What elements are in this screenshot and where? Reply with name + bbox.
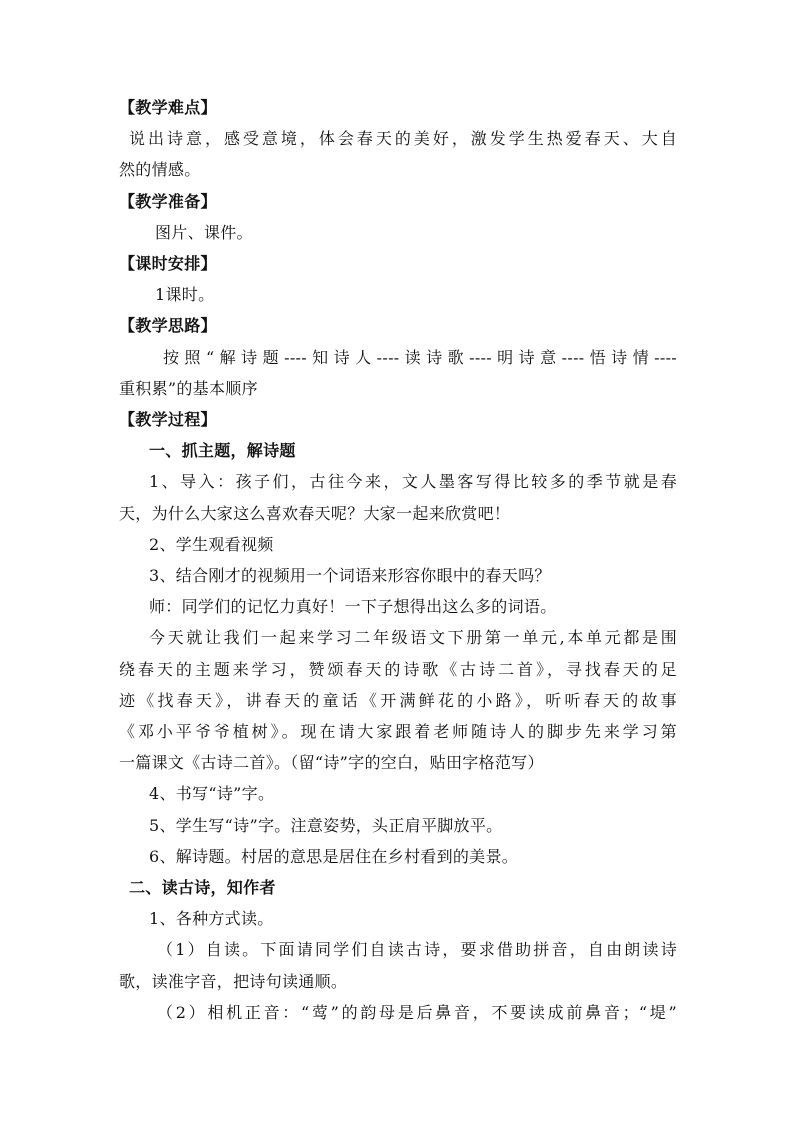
paragraph-line: 今天就让我们一起来学习二年级语文下册第一单元,本单元都是围 — [149, 628, 677, 648]
document-page — [119, 92, 677, 1028]
paragraph-line: 1、各种方式读。 — [149, 909, 274, 929]
paragraph-line: 说出诗意，感受意境，体会春天的美好，激发学生热爱春天、大自 — [129, 129, 677, 149]
paragraph-line: 《邓小平爷爷植树》。现在请大家跟着老师随诗人的脚步先来学习第 — [119, 722, 677, 742]
paragraph-line: 按照“解诗题----知诗人----读诗歌----明诗意----悟诗情---- — [163, 347, 677, 367]
subsection-heading: 二、读古诗，知作者 — [129, 878, 276, 898]
paragraph-line: （1）自读。下面请同学们自读古诗，要求借助拼音，自由朗读诗 — [157, 940, 677, 960]
section-heading-difficulty: 【教学难点】 — [119, 98, 217, 117]
paragraph-line: 2、学生观看视频 — [149, 534, 274, 554]
paragraph-line: 绕春天的主题来学习，赞颂春天的诗歌《古诗二首》，寻找春天的足 — [119, 659, 677, 679]
paragraph-line: 一篇课文《古诗二首》。（留“诗”字的空白，贴田字格范写） — [119, 753, 544, 773]
paragraph-line: 天，为什么大家这么喜欢春天呢？大家一起来欣赏吧！ — [119, 503, 511, 523]
paragraph-line: 1课时。 — [155, 285, 215, 305]
paragraph-line: 师：同学们的记忆力真好！一下子想得出这么多的词语。 — [149, 597, 557, 617]
paragraph-line: 重积累”的基本顺序 — [119, 378, 258, 398]
section-heading-process: 【教学过程】 — [119, 410, 217, 430]
paragraph-line: 4、书写“诗”字。 — [149, 784, 275, 804]
subsection-heading: 一、抓主题，解诗题 — [149, 441, 296, 461]
section-heading-preparation: 【教学准备】 — [119, 191, 217, 211]
paragraph-line: 然的情感。 — [119, 160, 201, 180]
paragraph-line: 图片、课件。 — [155, 222, 253, 242]
section-heading-approach: 【教学思路】 — [119, 316, 217, 336]
paragraph-line: 3、结合刚才的视频用一个词语来形容你眼中的春天吗？ — [149, 566, 551, 586]
paragraph-line: 歌，读准字音，把诗句读通顺。 — [119, 971, 348, 991]
section-heading-schedule: 【课时安排】 — [119, 254, 217, 274]
paragraph-line: 5、学生写“诗”字。注意姿势，头正肩平脚放平。 — [149, 815, 503, 835]
paragraph-line: （2）相机正音：“莺”的韵母是后鼻音，不要读成前鼻音；“堤” — [157, 1002, 677, 1022]
paragraph-line: 迹《找春天》，讲春天的童话《开满鲜花的小路》，听听春天的故事 — [119, 690, 677, 710]
paragraph-line: 6、解诗题。村居的意思是居住在乡村看到的美景。 — [149, 846, 519, 866]
paragraph-line: 1、导入：孩子们，古往今来，文人墨客写得比较多的季节就是春 — [149, 472, 677, 492]
